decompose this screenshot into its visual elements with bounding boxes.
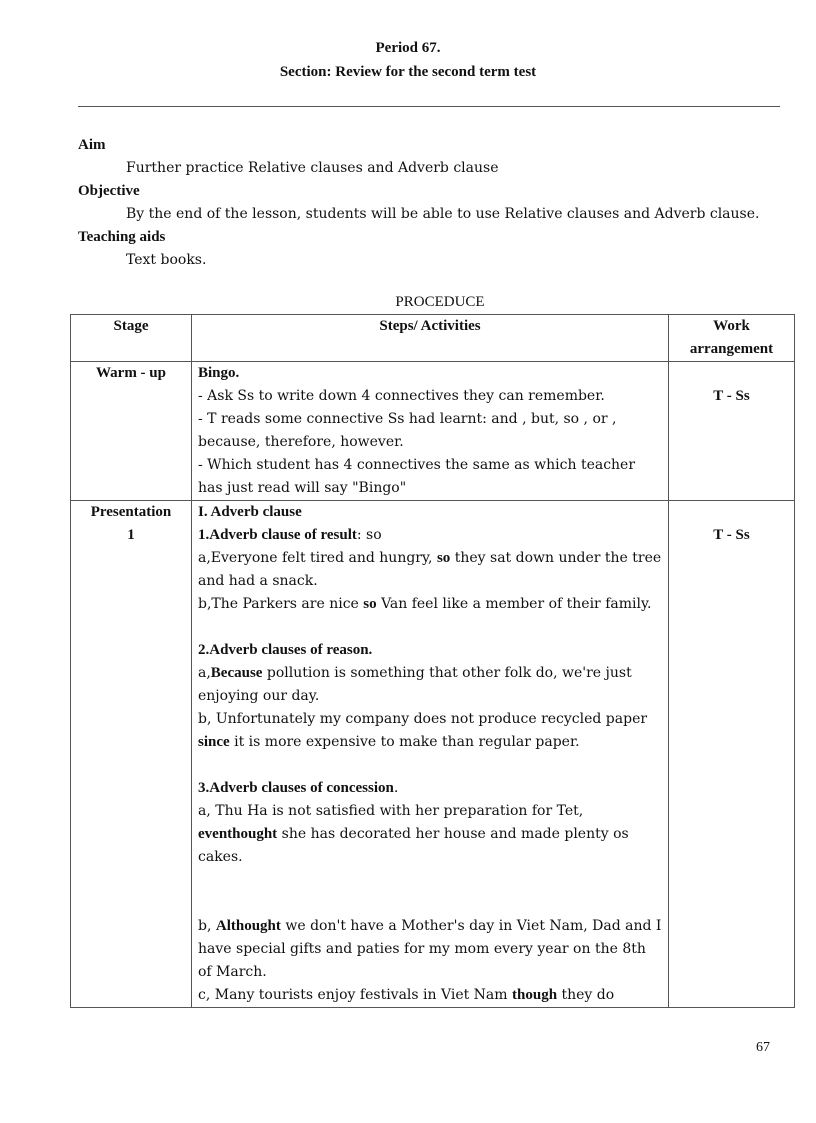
concession-title-line <box>198 777 662 800</box>
example-text: b,The Parkers are nice <box>198 596 364 612</box>
procedure-title: PROCEDUCE <box>395 294 485 310</box>
reason-example-b <box>198 708 662 754</box>
concession-title: 3.Adverb clauses of concession <box>198 780 394 796</box>
result-title: 1.Adverb clause of result <box>198 527 357 543</box>
procedure-table <box>70 314 795 1008</box>
warmup-line: - T reads some connective Ss had learnt: and , but, so , or , because, therefore, however. <box>198 411 617 450</box>
concession-example-a <box>198 800 662 869</box>
example-text: we don't have a Mother's day in Viet Nam, Dad and I have special gifts and paties for my mom every year on the 8th of March. <box>198 918 662 980</box>
example-text: they do <box>557 987 615 1003</box>
stage-warmup: Warm - up <box>71 362 192 501</box>
keyword: eventhought <box>198 826 278 842</box>
section-title: Section: Review for the second term test <box>279 64 537 80</box>
warmup-title: Bingo. <box>198 365 240 381</box>
example-text: Van feel like a member of their family. <box>376 596 652 612</box>
example-text: b, <box>198 918 216 934</box>
concession-example-c <box>198 984 662 1007</box>
stage-presentation <box>71 501 192 1008</box>
work-presentation-value: T - Ss <box>713 527 750 543</box>
steps-presentation <box>192 501 669 1008</box>
reason-title: 2.Adverb clauses of reason. <box>198 642 373 658</box>
keyword: though <box>512 987 558 1003</box>
header-divider <box>78 106 780 107</box>
concession-example-b <box>198 915 662 984</box>
keyword: so <box>436 550 451 566</box>
example-text: c, Many tourists enjoy festivals in Viet Nam <box>198 987 513 1003</box>
table-row-presentation <box>71 501 795 1008</box>
example-text: b, Unfortunately my company does not produce recycled paper <box>198 711 648 727</box>
result-title-line <box>198 524 662 547</box>
warmup-line: - Which student has 4 connectives the same as which teacher has just read will say "Bingo" <box>198 457 636 496</box>
objective-label: Objective <box>78 183 140 199</box>
stage-presentation-label: Presentation <box>90 504 172 520</box>
presentation-heading: I. Adverb clause <box>198 504 302 520</box>
result-title-tail: : so <box>356 527 382 543</box>
warmup-line: - Ask Ss to write down 4 connectives they can remember. <box>198 388 605 404</box>
example-text: a, Thu Ha is not satisfied with her preparation for Tet, <box>198 803 584 819</box>
stage-presentation-number: 1 <box>127 527 135 543</box>
table-header-row <box>71 315 795 362</box>
steps-warmup <box>192 362 669 501</box>
header-stage: Stage <box>71 315 192 362</box>
objective-text: By the end of the lesson, students will be able to use Relative clauses and Adverb clause. <box>126 206 760 222</box>
example-text: they sat down under the tree and had a snack. <box>198 550 662 589</box>
keyword: Althought <box>215 918 281 934</box>
keyword: so <box>363 596 377 612</box>
keyword: since <box>198 734 230 750</box>
keyword: Because <box>210 665 263 681</box>
reason-example-a <box>198 662 662 708</box>
teaching-aids-text: Text books. <box>126 252 207 268</box>
work-presentation <box>669 501 795 1008</box>
work-warmup-value: T - Ss <box>713 388 750 404</box>
result-example-b <box>198 593 662 616</box>
example-text: pollution is something that other folk do, we're just enjoying our day. <box>198 665 632 704</box>
example-text: she has decorated her house and made plenty os cakes. <box>198 826 629 865</box>
table-row-warmup <box>71 362 795 501</box>
example-text: a,Everyone felt tired and hungry, <box>198 550 437 566</box>
concession-title-tail: . <box>393 780 399 796</box>
example-text: it is more expensive to make than regular paper. <box>229 734 580 750</box>
header-work: Work arrangement <box>669 315 795 362</box>
aim-text: Further practice Relative clauses and Adverb clause <box>126 160 499 176</box>
aim-label: Aim <box>78 137 106 153</box>
page-number: 67 <box>756 1040 770 1055</box>
header-steps: Steps/ Activities <box>192 315 669 362</box>
work-warmup <box>669 362 795 501</box>
period-title: Period 67. <box>375 40 441 56</box>
teaching-aids-label: Teaching aids <box>78 229 166 245</box>
example-text: a, <box>198 665 211 681</box>
result-example-a <box>198 547 662 593</box>
lesson-intro <box>78 134 778 272</box>
